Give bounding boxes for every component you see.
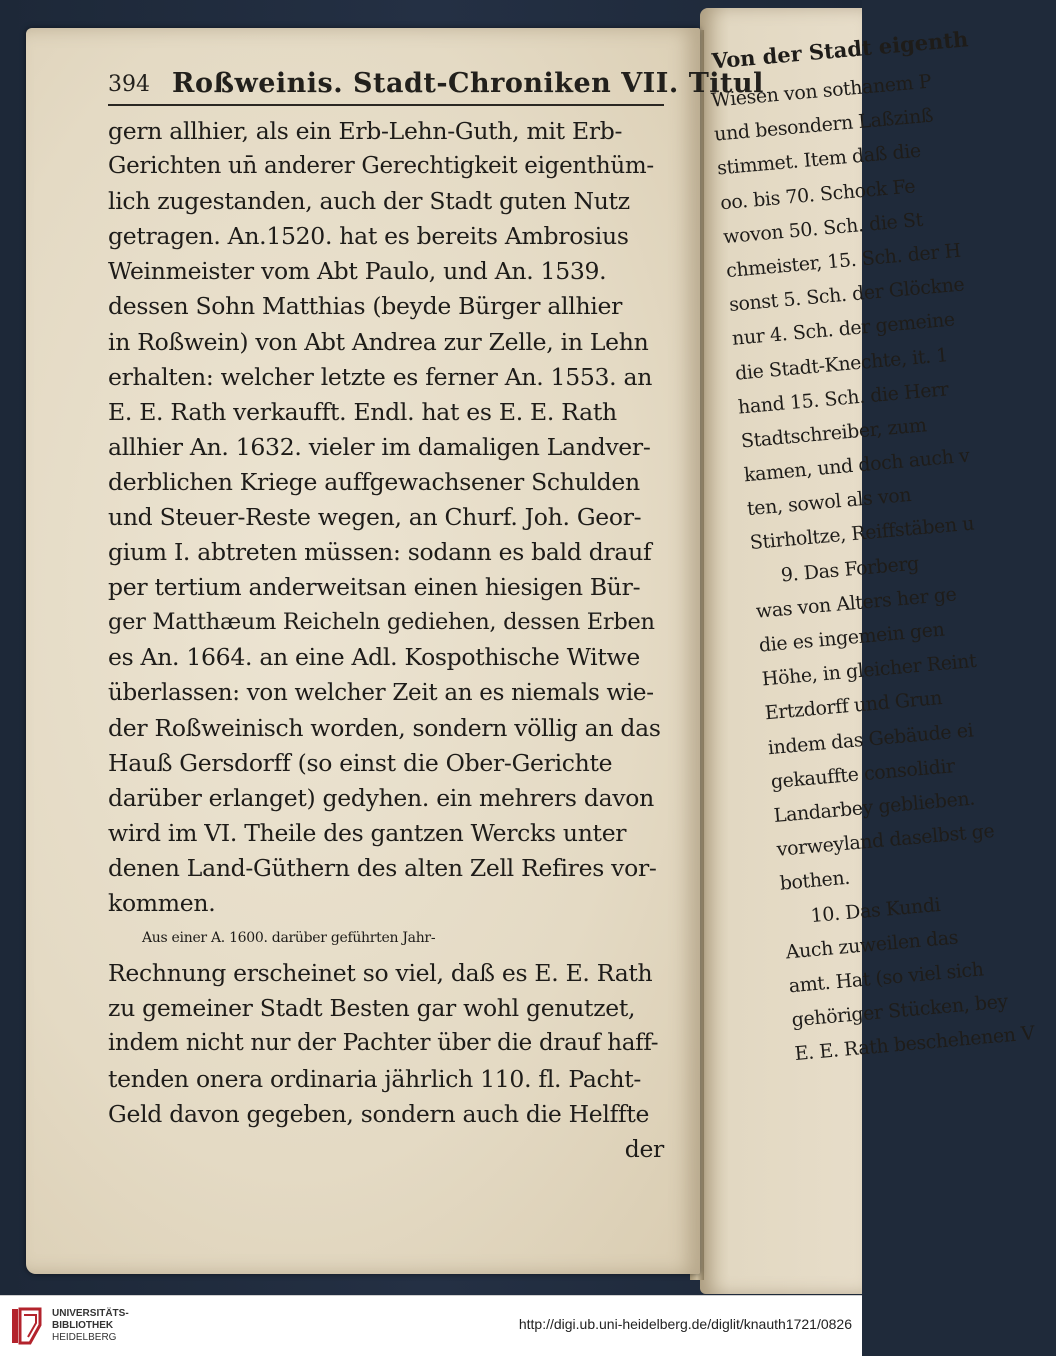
facing-text-line: gekauffte consolidir xyxy=(769,754,956,793)
text-line: der Roßweinisch worden, sondern völlig an das xyxy=(108,713,661,742)
facing-text-line: Stirholtze, Reiffstäben u xyxy=(749,512,976,555)
text-line: Geld davon gegeben, sondern auch die Helffte xyxy=(108,1099,650,1128)
facing-text-line: indem das Gebäude ei xyxy=(766,718,975,759)
text-line: gern allhier, als ein Erb-Lehn-Guth, mit Erb- xyxy=(108,117,623,145)
text-line: Gerichten un̄ anderer Gerechtigkeit eigenthüm- xyxy=(108,153,654,180)
facing-text-line: Auch zuweilen das xyxy=(784,926,959,964)
facing-text-line: amt. Hat (so viel sich xyxy=(787,958,985,998)
text-line: wird im VI. Theile des gantzen Wercks unter xyxy=(108,818,627,847)
facing-text-line: Ertzdorff und Grun xyxy=(763,687,943,725)
text-line: getragen. An.1520. hat es bereits Ambrosius xyxy=(108,222,629,251)
facing-running-head: Von der Stadt eigenth xyxy=(710,26,970,74)
facing-text-line: E. E. Rath beschehenen V xyxy=(793,1022,1036,1066)
facing-text-line: vorweyland daselbst ge xyxy=(775,820,996,861)
facing-text-line: chmeister, 15. Sch. der H xyxy=(725,239,962,283)
text-line: es An. 1664. an eine Adl. Kospothische Witwe xyxy=(108,643,640,672)
facing-text-line: 10. Das Kundi xyxy=(809,893,942,927)
text-line: E. E. Rath verkaufft. Endl. hat es E. E. Rath xyxy=(108,397,617,426)
library-logo-icon xyxy=(10,1305,46,1347)
facing-text-line: Landarbey geblieben. xyxy=(772,787,976,827)
text-line: indem nicht nur der Pachter über die drauf haff- xyxy=(108,1030,659,1057)
header-rule xyxy=(108,104,664,106)
facing-text-line: hand 15. Sch. die Herr xyxy=(737,377,950,419)
body-lines xyxy=(108,114,664,1132)
facing-text-line: Stadtschreiber, zum xyxy=(740,414,928,453)
text-line: Rechnung erscheinet so viel, daß es E. E. Rath xyxy=(108,959,653,988)
text-line: dessen Sohn Matthias (beyde Bürger allhier xyxy=(108,292,623,321)
viewer-footer xyxy=(0,1295,862,1356)
text-line: Weinmeister vom Abt Paulo, und An. 1539. xyxy=(108,257,607,286)
facing-text-line: Wiesen von sothanem P xyxy=(710,70,932,112)
facing-text-line: oo. bis 70. Schock Fe xyxy=(719,174,916,214)
text-line: überlassen: von welcher Zeit an es niemals wie- xyxy=(108,679,654,706)
facing-text-line: was von Alters her ge xyxy=(755,583,958,623)
facing-text-line: wovon 50. Sch. die St xyxy=(722,208,924,248)
page-body-text xyxy=(108,114,664,1167)
facing-text-line: bothen. xyxy=(778,867,851,896)
library-name: UNIVERSITÄTS- BIBLIOTHEK HEIDELBERG xyxy=(52,1308,129,1343)
facing-text-line: gehöriger Stücken, bey xyxy=(790,990,1009,1032)
facing-text-line: nur 4. Sch. der gemeine xyxy=(731,308,956,351)
running-head: Roßweinis. Stadt-Chroniken VII. Titul xyxy=(172,68,764,99)
text-line: tenden onera ordinaria jährlich 110. fl. Pacht- xyxy=(108,1064,642,1093)
text-line: per tertium anderweitsan einen hiesigen Bür- xyxy=(108,573,641,602)
facing-text-line: die es ingemein gen xyxy=(758,618,946,657)
catchword: der xyxy=(624,1134,664,1163)
facing-text-line: 9. Das Forberg xyxy=(779,552,920,587)
text-line: derblichen Kriege auffgewachsener Schulden xyxy=(108,467,640,496)
digital-library-url[interactable]: http://digi.ub.uni-heidelberg.de/diglit/knauth1721/0826 xyxy=(518,1316,852,1332)
facing-text-line: die Stadt-Knechte, it. 1 xyxy=(734,343,949,385)
text-line: Hauß Gersdorff (so einst die Ober-Gerichte xyxy=(108,748,613,777)
text-line: erhalten: welcher letzte es ferner An. 1553. an xyxy=(108,362,653,391)
facing-text-line: Höhe, in gleicher Reint xyxy=(761,650,978,691)
facing-text-line: kamen, und doch auch v xyxy=(743,444,971,487)
text-line: kommen. xyxy=(108,889,216,918)
text-line: ger Matthæum Reicheln gediehen, dessen Erben xyxy=(108,609,655,636)
text-line: denen Land-Güthern des alten Zell Refires vor- xyxy=(108,853,657,882)
facing-text-line: und besondern Laßzinß xyxy=(713,104,934,146)
text-line: darüber erlanget) gedyhen. ein mehrers davon xyxy=(108,783,654,812)
text-line: gium I. abtreten müssen: sodann es bald drauf xyxy=(108,538,652,567)
facing-text-line: ten, sowol als von xyxy=(746,484,913,521)
text-line: lich zugestanden, auch der Stadt guten Nutz xyxy=(108,187,630,216)
text-line: zu gemeiner Stadt Besten gar wohl genutzet, xyxy=(108,994,636,1023)
facing-text-line: stimmet. Item daß die xyxy=(716,140,922,180)
text-line: allhier An. 1632. vieler im damaligen Landver- xyxy=(108,432,651,461)
facing-text-line: sonst 5. Sch. der Glöckne xyxy=(728,273,966,317)
text-line: Aus einer A. 1600. darüber geführten Jahr- xyxy=(142,930,436,947)
text-line: und Steuer-Reste wegen, an Churf. Joh. Geor- xyxy=(108,503,642,532)
page-number: 394 xyxy=(108,72,150,97)
text-line: in Roßwein) von Abt Andrea zur Zelle, in Lehn xyxy=(108,327,649,356)
page-header xyxy=(108,64,764,108)
